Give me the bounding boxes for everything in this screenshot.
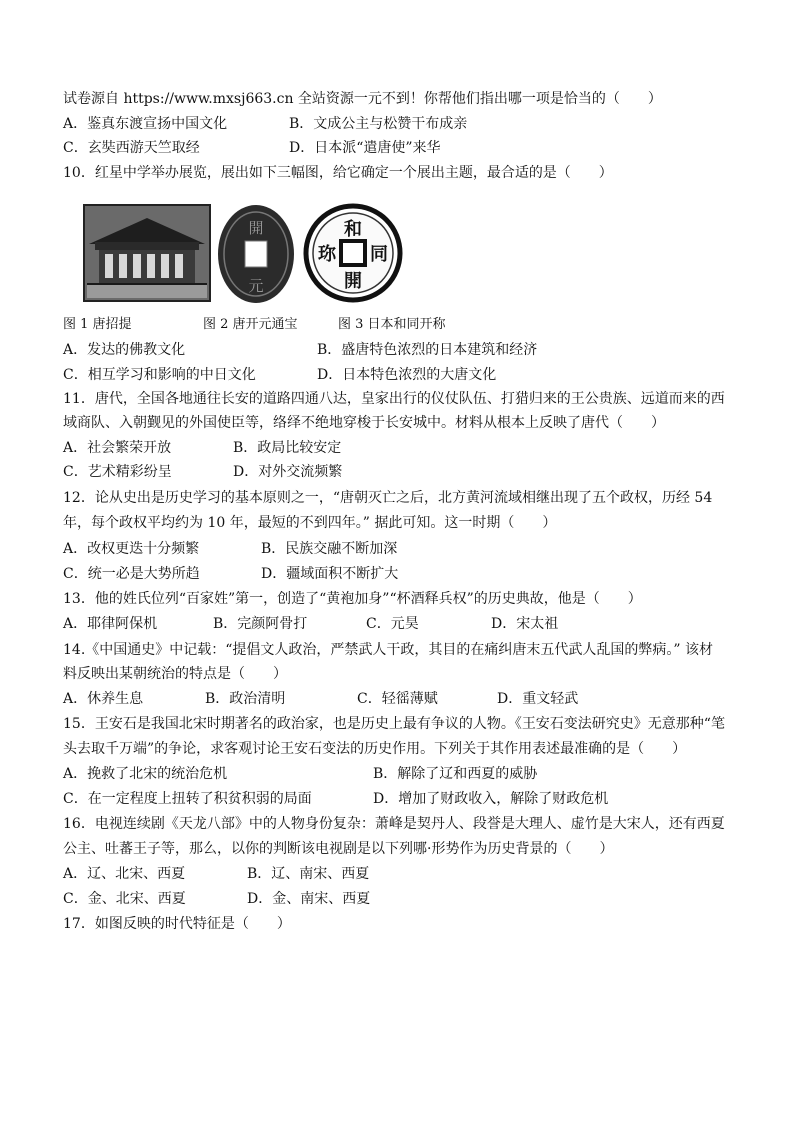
q11-option-c: C．艺术精彩纷呈 — [63, 464, 172, 480]
coin2-char-top: 和 — [344, 219, 362, 240]
q16-option-b: B．辽、南宋、西夏 — [247, 866, 370, 882]
coin2-char-bottom: 開 — [344, 271, 362, 292]
q13-option-a: A．耶律阿保机 — [63, 616, 158, 632]
q13-option-b: B．完颜阿骨打 — [213, 616, 308, 632]
q14-option-a: A．休养生息 — [63, 691, 144, 707]
q13-option-c: C．元昊 — [366, 616, 419, 632]
q14-option-d: D．重文轻武 — [497, 691, 579, 707]
figure2-caption: 图 2 唐开元通宝 — [203, 317, 298, 332]
q11-option-d: D．对外交流频繁 — [233, 464, 343, 480]
kaiyuan-coin — [216, 203, 296, 305]
q9-option-b: B．文成公主与松赞干布成亲 — [289, 116, 468, 132]
q9-option-c: C．玄奘西游天竺取经 — [63, 140, 200, 156]
figure3-caption: 图 3 日本和同开称 — [338, 317, 446, 332]
figure1-caption: 图 1 唐招提 — [63, 317, 132, 332]
coin2-char-left: 珎 — [318, 244, 336, 265]
q10-option-a: A．发达的佛教文化 — [63, 342, 186, 358]
q13-option-d: D．宋太祖 — [491, 616, 559, 632]
coin1-char-top: 開 — [248, 219, 264, 237]
q14-stem-2: 料反映出某朝统治的特点是（ ） — [63, 666, 287, 682]
q16-option-d: D．金、南宋、西夏 — [247, 891, 371, 907]
q9-option-d: D．日本派“遣唐使”来华 — [289, 140, 441, 156]
q11-stem-2: 域商队、入朝觐见的外国使臣等，络绎不绝地穿梭于长安城中。材料从根本上反映了唐代（ ） — [63, 415, 665, 431]
q17-stem: 17．如图反映的时代特征是（ ） — [63, 916, 291, 932]
q16-stem-1: 16．电视连续剧《天龙八部》中的人物身份复杂：萧峰是契丹人、段誉是大理人、虚竹是大宋人，还有西夏 — [63, 816, 725, 832]
q16-stem-2: 公主、吐蕃王子等，那么，以你的判断该电视剧是以下列哪·形势作为历史背景的（ ） — [63, 841, 614, 857]
q15-stem-1: 15．王安石是我国北宋时期著名的政治家，也是历史上最有争议的人物。《王安石变法研究史》无意那种“笔 — [63, 716, 725, 732]
q14-option-c: C．轻徭薄赋 — [357, 691, 438, 707]
coin1-char-bottom: 元 — [248, 277, 264, 295]
q13-stem: 13．他的姓氏位列“百家姓”第一，创造了“黄袍加身”“杯酒释兵权”的历史典故，他是（ ） — [63, 591, 642, 607]
q12-option-c: C．统一必是大势所趋 — [63, 566, 200, 582]
q12-option-a: A．改权更迭十分频繁 — [63, 541, 200, 557]
q10-option-c: C．相互学习和影响的中日文化 — [63, 367, 256, 383]
temple-photo — [83, 204, 211, 302]
q15-option-a: A．挽救了北宋的统治危机 — [63, 766, 228, 782]
q10-option-b: B．盛唐特色浓烈的日本建筑和经济 — [317, 342, 538, 358]
q11-stem-1: 11．唐代，全国各地通往长安的道路四通八达，皇家出行的仪仗队伍、打猎归来的王公贵族、远道而来的西 — [63, 391, 725, 407]
q12-option-d: D．疆域面积不断扩大 — [261, 566, 399, 582]
q16-option-c: C．金、北宋、西夏 — [63, 891, 186, 907]
q15-option-c: C．在一定程度上扭转了积贫积弱的局面 — [63, 791, 312, 807]
q14-stem-1: 14.《中国通史》中记载：“提倡文人政治，严禁武人干政，其目的在痛纠唐末五代武人乱国的弊病。” 该材 — [63, 642, 714, 658]
q15-option-d: D．增加了财政收入，解除了财政危机 — [373, 791, 609, 807]
q12-stem-2: 年，每个政权平均约为 10 年，最短的不到四年。” 据此可知。这一时期（ ） — [63, 515, 557, 531]
q15-stem-2: 头去取千万端”的争论，求客观讨论王安石变法的历史作用。下列关于其作用表述最准确的是（ ） — [63, 741, 687, 757]
q10-option-d: D．日本特色浓烈的大唐文化 — [317, 367, 497, 383]
q9-option-a: A．鉴真东渡宣扬中国文化 — [63, 116, 228, 132]
q14-option-b: B．政治清明 — [205, 691, 286, 707]
q11-option-a: A．社会繁荣开放 — [63, 440, 172, 456]
q15-option-b: B．解除了辽和西夏的威胁 — [373, 766, 538, 782]
q12-option-b: B．民族交融不断加深 — [261, 541, 398, 557]
q12-stem-1: 12．论从史出是历史学习的基本原则之一，“唐朝灭亡之后，北方黄河流域相继出现了五个政权，历经 54 — [63, 490, 713, 506]
header-line: 试卷源自 https://www.mxsj663.cn 全站资源一元不到！你帮他们指出哪一项是恰当的（ ） — [63, 91, 662, 107]
hedong-coin — [303, 203, 403, 303]
coin2-char-right: 同 — [370, 244, 388, 265]
q11-option-b: B．政局比较安定 — [233, 440, 342, 456]
q16-option-a: A．辽、北宋、西夏 — [63, 866, 186, 882]
q10-stem: 10．红星中学举办展览，展出如下三幅图，给它确定一个展出主题，最合适的是（ ） — [63, 165, 613, 181]
